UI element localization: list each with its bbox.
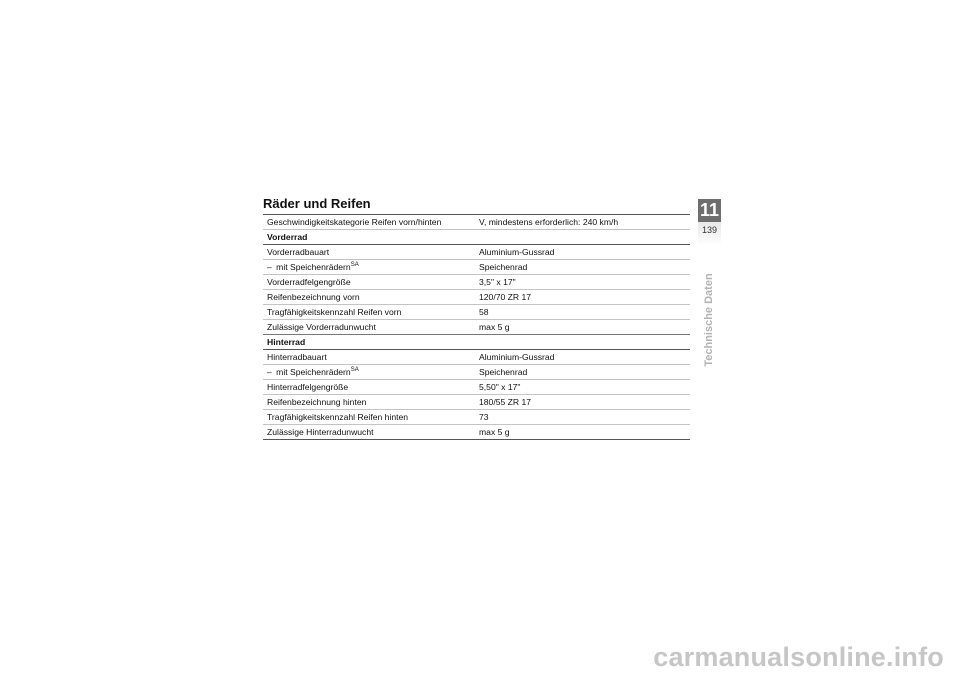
option-text: mit Speichenrädern (276, 262, 351, 272)
table-row (263, 290, 690, 305)
spec-label: Reifenbezeichnung hinten (263, 395, 475, 410)
spec-value: 120/70 ZR 17 (475, 290, 690, 305)
table-row (263, 365, 690, 380)
spec-value: Aluminium-Gussrad (475, 245, 690, 260)
spec-value: 5,50" x 17" (475, 380, 690, 395)
spec-value: max 5 g (475, 320, 690, 335)
section-title: Räder und Reifen (263, 196, 371, 211)
table-row (263, 425, 690, 440)
table-row (263, 215, 690, 230)
spec-value: 58 (475, 305, 690, 320)
spec-value: Aluminium-Gussrad (475, 350, 690, 365)
table-row (263, 275, 690, 290)
option-sup: SA (350, 262, 359, 269)
spec-value: 3,5" x 17" (475, 275, 690, 290)
watermark: carmanualsonline.info (653, 642, 944, 672)
spec-label: Vorderradbauart (263, 245, 475, 260)
table-row (263, 260, 690, 275)
table-row (263, 305, 690, 320)
spec-label: Tragfähigkeitskennzahl Reifen vorn (263, 305, 475, 320)
spec-label: Zulässige Vorderradunwucht (263, 320, 475, 335)
chapter-number: 11 (699, 200, 720, 220)
option-sup: SA (350, 367, 359, 374)
chapter-tab (698, 199, 721, 246)
page-number: 139 (698, 222, 721, 246)
spec-value: Speichenrad (475, 365, 690, 380)
table-row (263, 320, 690, 335)
spec-value: 73 (475, 410, 690, 425)
spec-value: max 5 g (475, 425, 690, 440)
table-row (263, 245, 690, 260)
spec-label: Tragfähigkeitskennzahl Reifen hinten (263, 410, 475, 425)
group-header-row (263, 335, 690, 350)
table-row (263, 410, 690, 425)
option-text: mit Speichenrädern (276, 367, 351, 377)
group-header-front: Vorderrad (263, 230, 690, 245)
spec-label: Hinterradbauart (263, 350, 475, 365)
spec-option-label (263, 365, 475, 380)
spec-value: V, mindestens erforderlich: 240 km/h (475, 215, 690, 230)
dash-marker: – (267, 262, 272, 272)
spec-label: Vorderradfelgengröße (263, 275, 475, 290)
spec-option-label (263, 260, 475, 275)
spec-value: 180/55 ZR 17 (475, 395, 690, 410)
group-header-rear: Hinterrad (263, 335, 690, 350)
spec-table (263, 214, 690, 440)
table-row (263, 380, 690, 395)
table-row (263, 395, 690, 410)
spec-label: Hinterradfelgengröße (263, 380, 475, 395)
spec-label: Reifenbezeichnung vorn (263, 290, 475, 305)
spec-value: Speichenrad (475, 260, 690, 275)
group-header-row (263, 230, 690, 245)
table-row (263, 350, 690, 365)
spec-label: Zulässige Hinterradunwucht (263, 425, 475, 440)
chapter-side-label: Technische Daten (703, 273, 715, 367)
dash-marker: – (267, 367, 272, 377)
spec-label: Geschwindigkeitskategorie Reifen vorn/hinten (263, 215, 475, 230)
